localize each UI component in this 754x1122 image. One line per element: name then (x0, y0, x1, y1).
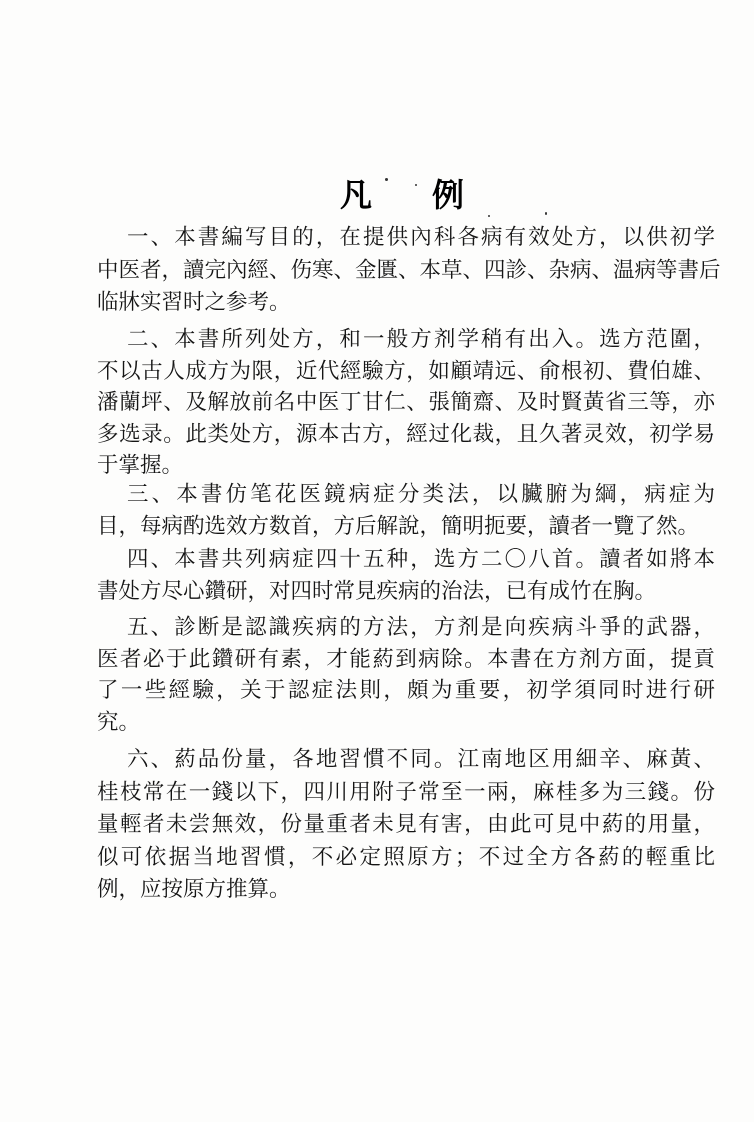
text-line: 临牀实習时之参考。 (97, 290, 291, 315)
text-line: 了一些經驗，关于認症法則，頗为重要，初学須同时进行研 (97, 678, 715, 704)
scan-speck (415, 184, 417, 186)
text-line: 六、葯品份量，各地習慣不同。江南地区用細辛、麻黃、 (127, 747, 715, 772)
text-line: 例，应按原方推算。 (97, 877, 291, 902)
text-line: 五、診断是認識疾病的方法，方剂是向疾病斗爭的武器， (127, 615, 715, 640)
scan-speck (488, 215, 490, 217)
text-line: 二、本書所列处方，和一般方剂学稍有出入。选方范圍， (127, 327, 715, 352)
text-line: 不以古人成方为限，近代經驗方，如顧靖远、俞根初、費伯雄、 (97, 358, 715, 384)
text-line: 似可依据当地習慣，不必定照原方；不过全方各葯的輕重比 (97, 844, 715, 870)
text-line: 書处方尽心鑽研，对四时常見疾病的治法，已有成竹在胸。 (97, 579, 657, 604)
text-line: 四、本書共列病症四十五种，选方二〇八首。讀者如將本 (127, 547, 715, 572)
title-char: 例 (432, 176, 465, 214)
text-line: 多选录。此类处方，源本古方，經过化裁，且久著灵效，初学易 (97, 421, 715, 447)
page-title (336, 170, 476, 214)
text-line: 医者必于此鑽研有素，才能葯到病除。本書在方剂方面，提貢 (97, 646, 715, 672)
scan-speck (385, 178, 388, 181)
text-line: 究。 (97, 710, 141, 736)
scan-speck (545, 212, 547, 215)
text-line: 于掌握。 (97, 453, 184, 478)
text-line: 桂枝常在一錢以下，四川用附子常至一兩，麻桂多为三錢。份 (97, 779, 715, 805)
text-line: 一、本書編写目的，在提供內科各病有效处方，以供初学 (127, 225, 715, 250)
text-line: 目，每病酌选效方数首，方后解說，簡明扼要，讀者一覽了然。 (97, 514, 700, 539)
text-line: 中医者，讀完內經、伤寒、金匱、本草、四診、杂病、温病等書后 (97, 257, 721, 283)
text-line: 三、本書仿笔花医鏡病症分类法，以臟腑为綱，病症为 (127, 482, 715, 507)
text-line: 量輕者未尝無效，份量重者未見有害，由此可見中葯的用量， (97, 812, 715, 837)
text-line: 潘蘭坪、及解放前名中医丁甘仁、張簡齋、及时賢黃省三等，亦 (97, 390, 715, 415)
title-char: 凡 (340, 176, 373, 214)
